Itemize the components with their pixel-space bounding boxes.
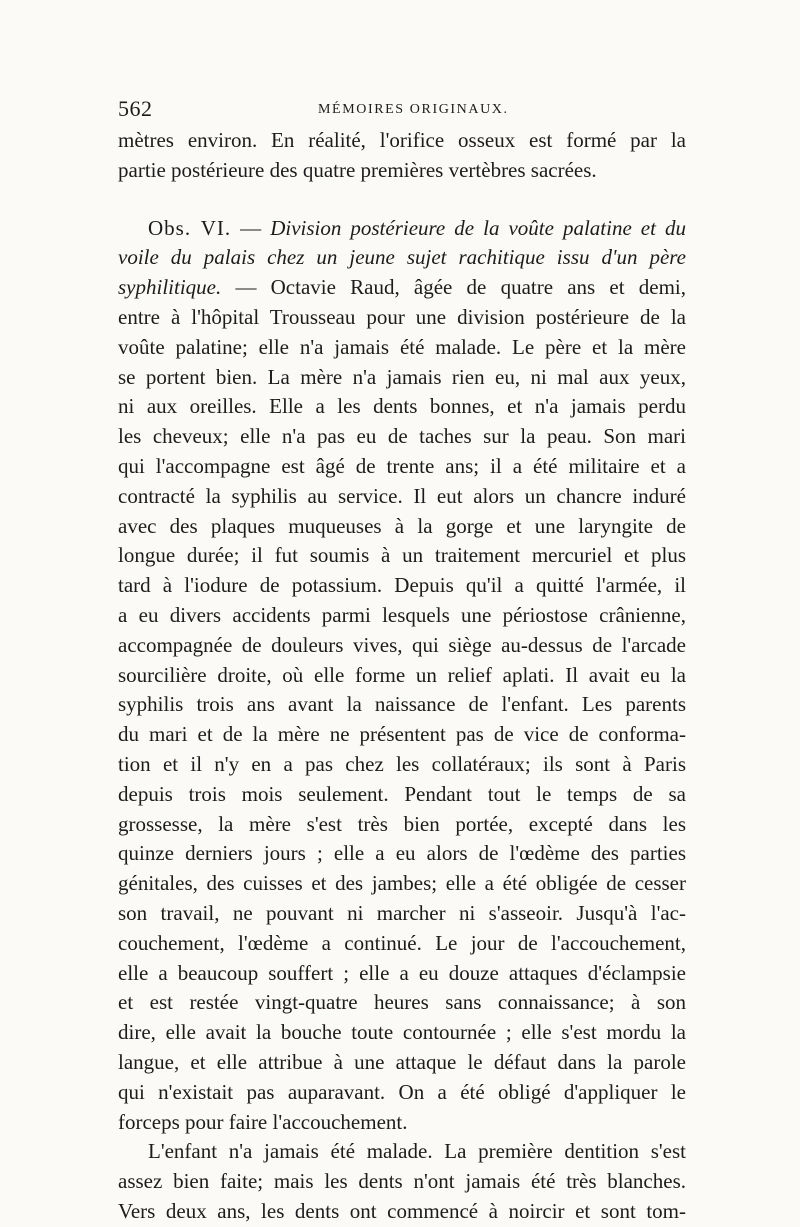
text-line: mètres environ. En réalité, l'orifice osseux est formé par la (118, 128, 686, 152)
text-line: depuis trois mois seulement. Pendant tout le temps de sa (118, 781, 686, 806)
text-line: syphilis trois ans avant la naissance de l'enfant. Les parents (118, 692, 686, 717)
text-line: et est restée vingt-quatre heures sans connaissance; à son (118, 990, 686, 1015)
text-line: accompagnée de douleurs vives, qui siège au-dessus de l'arcade (118, 632, 686, 657)
observation-title: Division postérieure de la voûte palatine et du (270, 215, 686, 240)
text-line: ni aux oreilles. Elle a les dents bonnes, et n'a jamais perdu (118, 394, 686, 419)
text-line: sourcilière droite, où elle forme un relief aplati. Il avait eu la (118, 662, 686, 687)
text-line: tard à l'iodure de potassium. Depuis qu'il a quitté l'armée, il (118, 573, 686, 598)
text-line: génitales, des cuisses et des jambes; elle a été obligée de cesser (118, 871, 686, 896)
text-line: partie postérieure des quatre premières vertèbres sacrées. (118, 157, 597, 182)
observation-heading (118, 214, 686, 244)
page-number: 562 (118, 96, 153, 121)
text-line: assez bien faite; mais les dents n'ont jamais été très blanches. (118, 1169, 686, 1194)
page-header (118, 96, 686, 126)
text-line: elle a beaucoup souffert ; elle a eu douze attaques d'éclampsie (118, 960, 686, 985)
text-line (118, 273, 686, 303)
text-line: qui n'existait pas auparavant. On a été obligé d'appliquer le (118, 1079, 686, 1104)
observation-label: Obs. VI. (148, 215, 232, 240)
text-line: entre à l'hôpital Trousseau pour une division postérieure de la (118, 304, 686, 329)
text-line: Vers deux ans, les dents ont commencé à noircir et sont tom- (118, 1198, 686, 1223)
text-line: son travail, ne pouvant ni marcher ni s'asseoir. Jusqu'à l'ac- (118, 900, 686, 925)
observation-title: syphilitique. (118, 275, 222, 300)
text-line: L'enfant n'a jamais été malade. La première dentition s'est (148, 1139, 686, 1164)
running-head: MÉMOIRES ORIGINAUX. (318, 102, 509, 117)
text-line: couchement, l'œdème a continué. Le jour de l'accouchement, (118, 930, 686, 955)
body-text (118, 126, 686, 1227)
text-line: avec des plaques muqueuses à la gorge et une laryngite de (118, 513, 686, 538)
text-line: forceps pour faire l'accouchement. (118, 1109, 408, 1134)
text-line: se portent bien. La mère n'a jamais rien eu, ni mal aux yeux, (118, 364, 686, 389)
text-line: grossesse, la mère s'est très bien portée, excepté dans les (118, 811, 686, 836)
text-line: longue durée; il fut soumis à un traitement mercuriel et plus (118, 543, 686, 568)
text-line: qui l'accompagne est âgé de trente ans; il a été militaire et a (118, 453, 686, 478)
paragraph-gap (118, 186, 686, 214)
text-line: quinze derniers jours ; elle a eu alors de l'œdème des parties (118, 841, 686, 866)
observation-title: voile du palais chez un jeune sujet rachitique issu d'un père (118, 245, 686, 270)
text-line: langue, et elle attribue à une attaque le défaut dans la parole (118, 1049, 686, 1074)
em-dash: — (231, 215, 271, 240)
text-line: voûte palatine; elle n'a jamais été malade. Le père et la mère (118, 334, 686, 359)
text-line: contracté la syphilis au service. Il eut alors un chancre induré (118, 483, 686, 508)
text-line: a eu divers accidents parmi lesquels une périostose crânienne, (118, 602, 686, 627)
text-line: tion et il n'y en a pas chez les collatéraux; ils sont à Paris (118, 751, 686, 776)
text-line: dire, elle avait la bouche toute contournée ; elle s'est mordu la (118, 1020, 686, 1045)
text-line: les cheveux; elle n'a pas eu de taches sur la peau. Son mari (118, 424, 686, 449)
text-fragment: — Octavie Raud, âgée de quatre ans et demi, (221, 275, 686, 300)
text-line: du mari et de la mère ne présentent pas de vice de conforma- (118, 722, 686, 747)
